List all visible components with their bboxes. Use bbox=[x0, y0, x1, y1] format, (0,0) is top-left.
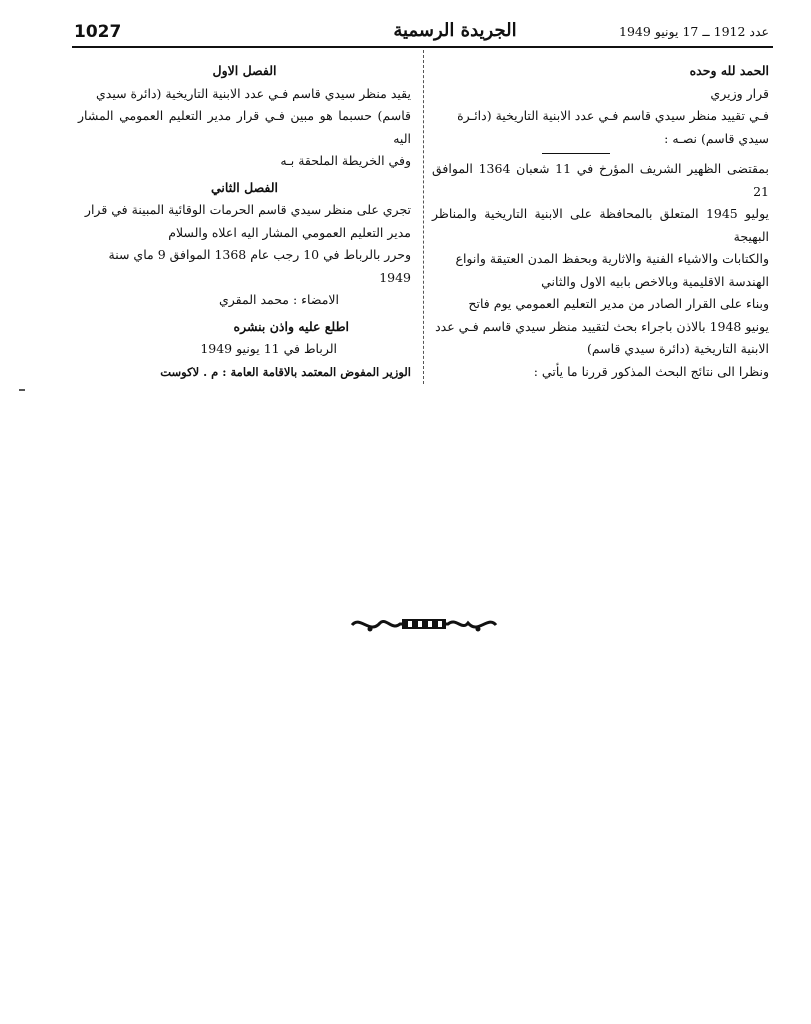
chapter-2-title: الفصل الثاني bbox=[210, 179, 279, 195]
separator-rule bbox=[542, 153, 610, 154]
chapter-1-line: قاسم) حسبما هو مبين فـي قرار مدير التعليم العمومي المشار اليه bbox=[78, 108, 411, 146]
paragraph-line: ونظرا الى نتائج البحث المذكور قررنا ما يأتي : bbox=[533, 363, 769, 379]
page-number: 1027 bbox=[74, 22, 122, 42]
paragraph-line: يوليو 1945 المتعلق بالمحافظة على الابنية التاريخية والمناظر البهيجة bbox=[432, 206, 770, 244]
done-at-line: وحرر بالرباط في 10 رجب عام 1368 الموافق 9 ماي سنة 1949 bbox=[108, 247, 411, 285]
paragraph-line: والكتابات والاشياء الفنية والاثارية وبحفظ المدن العتيقة وانواع bbox=[455, 251, 769, 266]
paragraph-line: الابنية التاريخية (دائرة سيدي قاسم) bbox=[586, 341, 769, 356]
decree-subject-line: سيدي قاسم) نصـه : bbox=[664, 130, 769, 146]
chapter-1-line: يقيد منظر سيدي قاسم فـي عدد الابنية التاريخية (دائرة سيدي bbox=[95, 85, 411, 101]
chapter-1-line: وفي الخريطة الملحقة بـه bbox=[280, 153, 411, 168]
invocation: الحمد لله وحده bbox=[689, 63, 769, 78]
signature-line: الامضاء : محمد المقري bbox=[218, 292, 339, 307]
paragraph-line: يونيو 1948 بالاذن باجراء بحث لتقييد منظر سيدي قاسم فـي عدد bbox=[435, 318, 769, 334]
column-divider bbox=[423, 50, 424, 384]
margin-mark bbox=[19, 389, 25, 391]
header-rule bbox=[72, 46, 773, 48]
rabat-date-line: الرباط في 11 يونيو 1949 bbox=[200, 341, 337, 356]
paragraph-line: بمقتضى الظهير الشريف المؤرخ في 11 شعبان 1364 الموافق 21 bbox=[432, 161, 770, 199]
seen-line: اطلع عليه واذن بنشره bbox=[233, 318, 349, 334]
decree-heading: قرار وزيري bbox=[710, 85, 769, 101]
paragraph-line: الهندسة الاقليمية وبالاخص بابيه الاول والثاني bbox=[541, 273, 769, 289]
issue-line: عدد 1912 ــ 17 يونيو 1949 bbox=[619, 24, 769, 39]
chapter-2-line: مدير التعليم العمومي المشار اليه اعلاه والسلام bbox=[168, 224, 411, 240]
left-column bbox=[78, 60, 411, 383]
resident-general-line: الوزير المفوض المعتمد بالاقامة العامة : م . لاكوست bbox=[160, 364, 411, 379]
right-column bbox=[432, 60, 769, 383]
gazette-title: الجريدة الرسمية bbox=[393, 20, 517, 41]
decree-subject-line: فـي تقييد منظر سيدي قاسم فـي عدد الابنية التاريخية (دائـرة bbox=[457, 108, 769, 123]
chapter-1-title: الفصل الاول bbox=[212, 63, 277, 78]
end-ornament-icon bbox=[350, 609, 498, 639]
chapter-2-line: تجري على منظر سيدي قاسم الحرمات الوقائية المبينة في قرار bbox=[84, 202, 411, 217]
paragraph-line: وبناء على القرار الصادر من مدير التعليم العمومي يوم فاتح bbox=[468, 296, 769, 311]
